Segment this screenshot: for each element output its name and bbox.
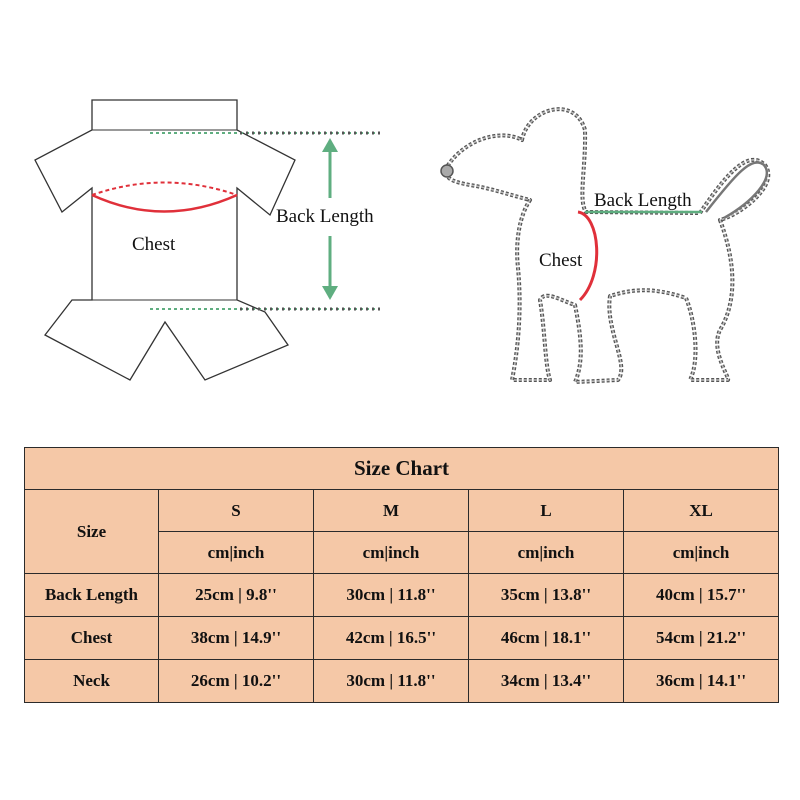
table-cell: 42cm | 16.5'' <box>314 617 469 660</box>
size-m-header: M <box>314 490 469 532</box>
size-chart-title-row <box>25 448 779 490</box>
table-cell: 25cm | 9.8'' <box>159 574 314 617</box>
size-s-header: S <box>159 490 314 532</box>
table-cell: 54cm | 21.2'' <box>624 617 779 660</box>
table-cell: 36cm | 14.1'' <box>624 660 779 703</box>
unit-cell: cm|inch <box>624 532 779 574</box>
neck-row <box>25 660 779 703</box>
table-cell: 30cm | 11.8'' <box>314 660 469 703</box>
row-label-back-length: Back Length <box>25 574 159 617</box>
table-cell: 46cm | 18.1'' <box>469 617 624 660</box>
unit-cell: cm|inch <box>159 532 314 574</box>
table-cell: 26cm | 10.2'' <box>159 660 314 703</box>
unit-cell: cm|inch <box>314 532 469 574</box>
table-cell: 38cm | 14.9'' <box>159 617 314 660</box>
shirt-diagram <box>35 100 380 380</box>
dog-diagram <box>441 109 768 382</box>
dog-chest-label: Chest <box>539 250 583 271</box>
size-header-cell: Size <box>25 490 159 574</box>
table-cell: 35cm | 13.8'' <box>469 574 624 617</box>
row-label-neck: Neck <box>25 660 159 703</box>
table-cell: 30cm | 11.8'' <box>314 574 469 617</box>
size-header-row <box>25 490 779 532</box>
shirt-chest-label: Chest <box>132 234 176 255</box>
size-chart-title: Size Chart <box>25 448 779 490</box>
unit-cell: cm|inch <box>469 532 624 574</box>
table-cell: 34cm | 13.4'' <box>469 660 624 703</box>
size-l-header: L <box>469 490 624 532</box>
chest-row <box>25 617 779 660</box>
dog-back-length-label: Back Length <box>594 190 692 211</box>
size-xl-header: XL <box>624 490 779 532</box>
dog-nose-icon <box>441 165 453 177</box>
row-label-chest: Chest <box>25 617 159 660</box>
table-cell: 40cm | 15.7'' <box>624 574 779 617</box>
shirt-back-length-label: Back Length <box>276 206 374 227</box>
dog-outline <box>445 109 768 382</box>
size-chart-table <box>24 447 779 703</box>
back-length-row <box>25 574 779 617</box>
